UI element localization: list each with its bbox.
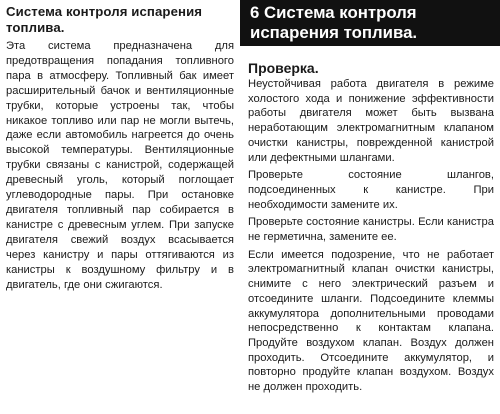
left-section-title: Система контроля испарения топлива. <box>6 4 203 35</box>
paragraph: Неустойчивая работа двигателя в режиме холостого хода и понижение эффективности работы двигателя может быть вызвана неработающим электромагнитным клапаном очистки канистры, поврежденной канистрой или дефектными шлангами. <box>248 78 494 164</box>
chapter-header: 6 Система контроля испарения топлива. <box>240 0 500 46</box>
paragraph: Проверьте состояние канистры. Если канистра не герметична, замените ее. <box>248 216 494 244</box>
right-column <box>240 0 500 414</box>
left-column <box>0 0 238 414</box>
left-body-text: Эта система предназначена для предотвращения попадания топливного пара в атмосферу. Топливный бак имеет расширительный бачок и вентиляционные трубки, которые устроены так, чтобы никакое топливо или пар не могли вытечь, даже если автомобиль нагреется до очень высокой температуры. Вентиляционные трубки связаны с канистрой, содержащей древесный уголь, который поглощает углеводородные пары. При остановке двигателя топливный пар собирается в канистре с древесным углем. При запуске двигателя свежий воздух всасывается через канистру и пары оттягиваются из канистры к воздушному фильтру и в двигатель, где они сжигаются. <box>6 40 234 291</box>
paragraph: Проверьте состояние шлангов, подсоединенных к канистре. При необходимости замените их. <box>248 169 494 211</box>
right-content <box>240 46 500 395</box>
paragraph: Если имеется подозрение, что не работает электромагнитный клапан очистки канистры, снимите с него электрический разъем и отсоедините шланги. Подсоедините клеммы аккумулятора дополнительными проводами непосредственно к контактам клапана. Продуйте воздухом клапан. Воздух должен проходить. Отсоедините аккумулятор, и повторно продуйте клапан воздухом. Воздух не должен проходить. <box>248 248 494 394</box>
inspection-title: Проверка. <box>248 60 319 76</box>
